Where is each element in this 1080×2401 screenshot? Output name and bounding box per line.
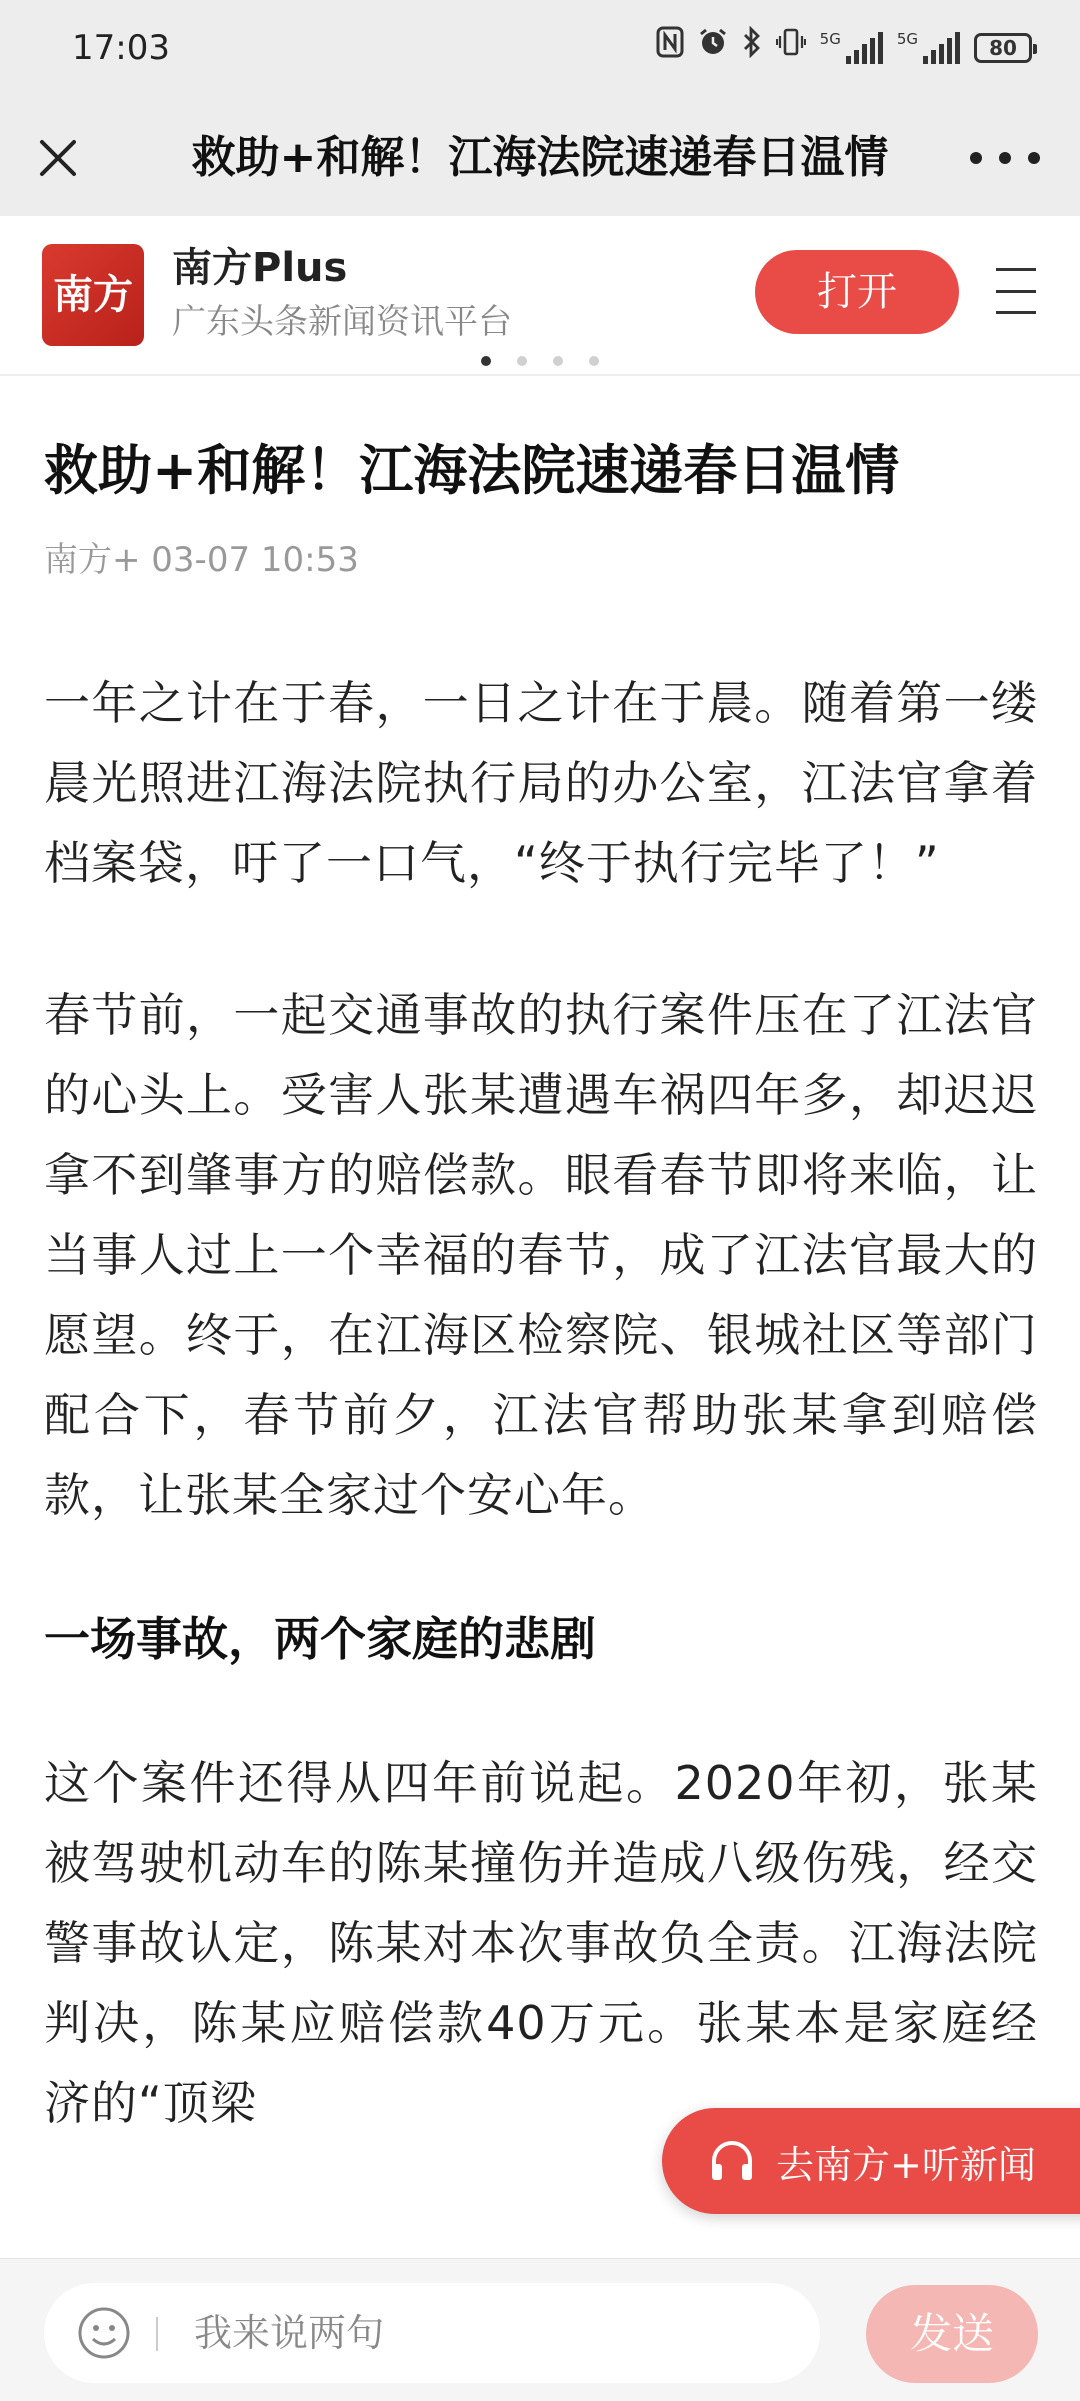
article-meta: 南方+ 03-07 10:53 [44, 540, 359, 580]
app-banner [0, 216, 1080, 420]
page-dot [481, 356, 491, 366]
page-dot [553, 356, 563, 366]
network-type-1: 5G [819, 30, 841, 48]
input-divider [156, 2317, 158, 2351]
listen-news-label: 去南方+听新闻 [776, 2142, 1036, 2187]
more-icon[interactable] [970, 140, 1040, 176]
app-logo: 南方+ [42, 244, 144, 346]
listen-news-button[interactable] [662, 2108, 1080, 2214]
page-title: 救助+和解！江海法院速递春日温情 [191, 132, 889, 183]
article-paragraph: 这个案件还得从四年前说起。2020年初，张某被驾驶机动车的陈某撞伤并造成八级伤残，经交警事故认定，陈某对本次事故负全责。江海法院判决，陈某应赔偿款40万元。张某本是家庭经济的“顶梁 [44, 1756, 1038, 2130]
bluetooth-icon [742, 26, 762, 71]
page-dot [589, 356, 599, 366]
signal-2-icon [897, 32, 960, 64]
vibrate-icon [776, 26, 806, 70]
headphones-icon [706, 2135, 758, 2187]
emoji-icon[interactable] [76, 2305, 132, 2361]
banner-page-dots [0, 356, 1080, 366]
status-bar [0, 0, 1080, 100]
menu-icon[interactable] [996, 268, 1036, 314]
nfc-icon [656, 26, 684, 71]
comment-bar [0, 2258, 1080, 2401]
open-app-button[interactable]: 打开 [755, 250, 959, 334]
network-type-2: 5G [896, 30, 918, 48]
article-title: 救助+和解！江海法院速递春日温情 [44, 439, 900, 502]
comment-placeholder: 我来说两句 [194, 2311, 385, 2355]
app-name: 南方Plus [172, 245, 348, 291]
battery-level: 80 [989, 36, 1017, 60]
article-paragraph: 一年之计在于春，一日之计在于晨。随着第一缕晨光照进江海法院执行局的办公室，江法官拿着档案袋，吁了一口气，“终于执行完毕了！” [44, 676, 1038, 890]
title-bar [0, 100, 1080, 216]
app-tagline: 广东头条新闻资讯平台 [172, 302, 512, 342]
article-subheading: 一场事故，两个家庭的悲剧 [44, 1612, 596, 1666]
signal-1-icon [820, 32, 883, 64]
alarm-icon [698, 26, 728, 70]
status-icons [656, 26, 1032, 70]
article-paragraph: 春节前，一起交通事故的执行案件压在了江法官的心头上。受害人张某遭遇车祸四年多，却迟迟拿不到肇事方的赔偿款。眼看春节即将来临，让当事人过上一个幸福的春节，成了江法官最大的愿望。终于，在江海区检察院、银城社区等部门配合下，春节前夕，江法官帮助张某拿到赔偿款，让张某全家过个安心年。 [44, 988, 1038, 1522]
article [44, 374, 1038, 2143]
page-dot [517, 356, 527, 366]
send-button[interactable]: 发送 [866, 2285, 1038, 2383]
status-time: 17:03 [72, 28, 170, 68]
close-icon[interactable] [26, 126, 90, 190]
comment-input[interactable] [44, 2283, 820, 2383]
battery-icon [974, 33, 1032, 63]
